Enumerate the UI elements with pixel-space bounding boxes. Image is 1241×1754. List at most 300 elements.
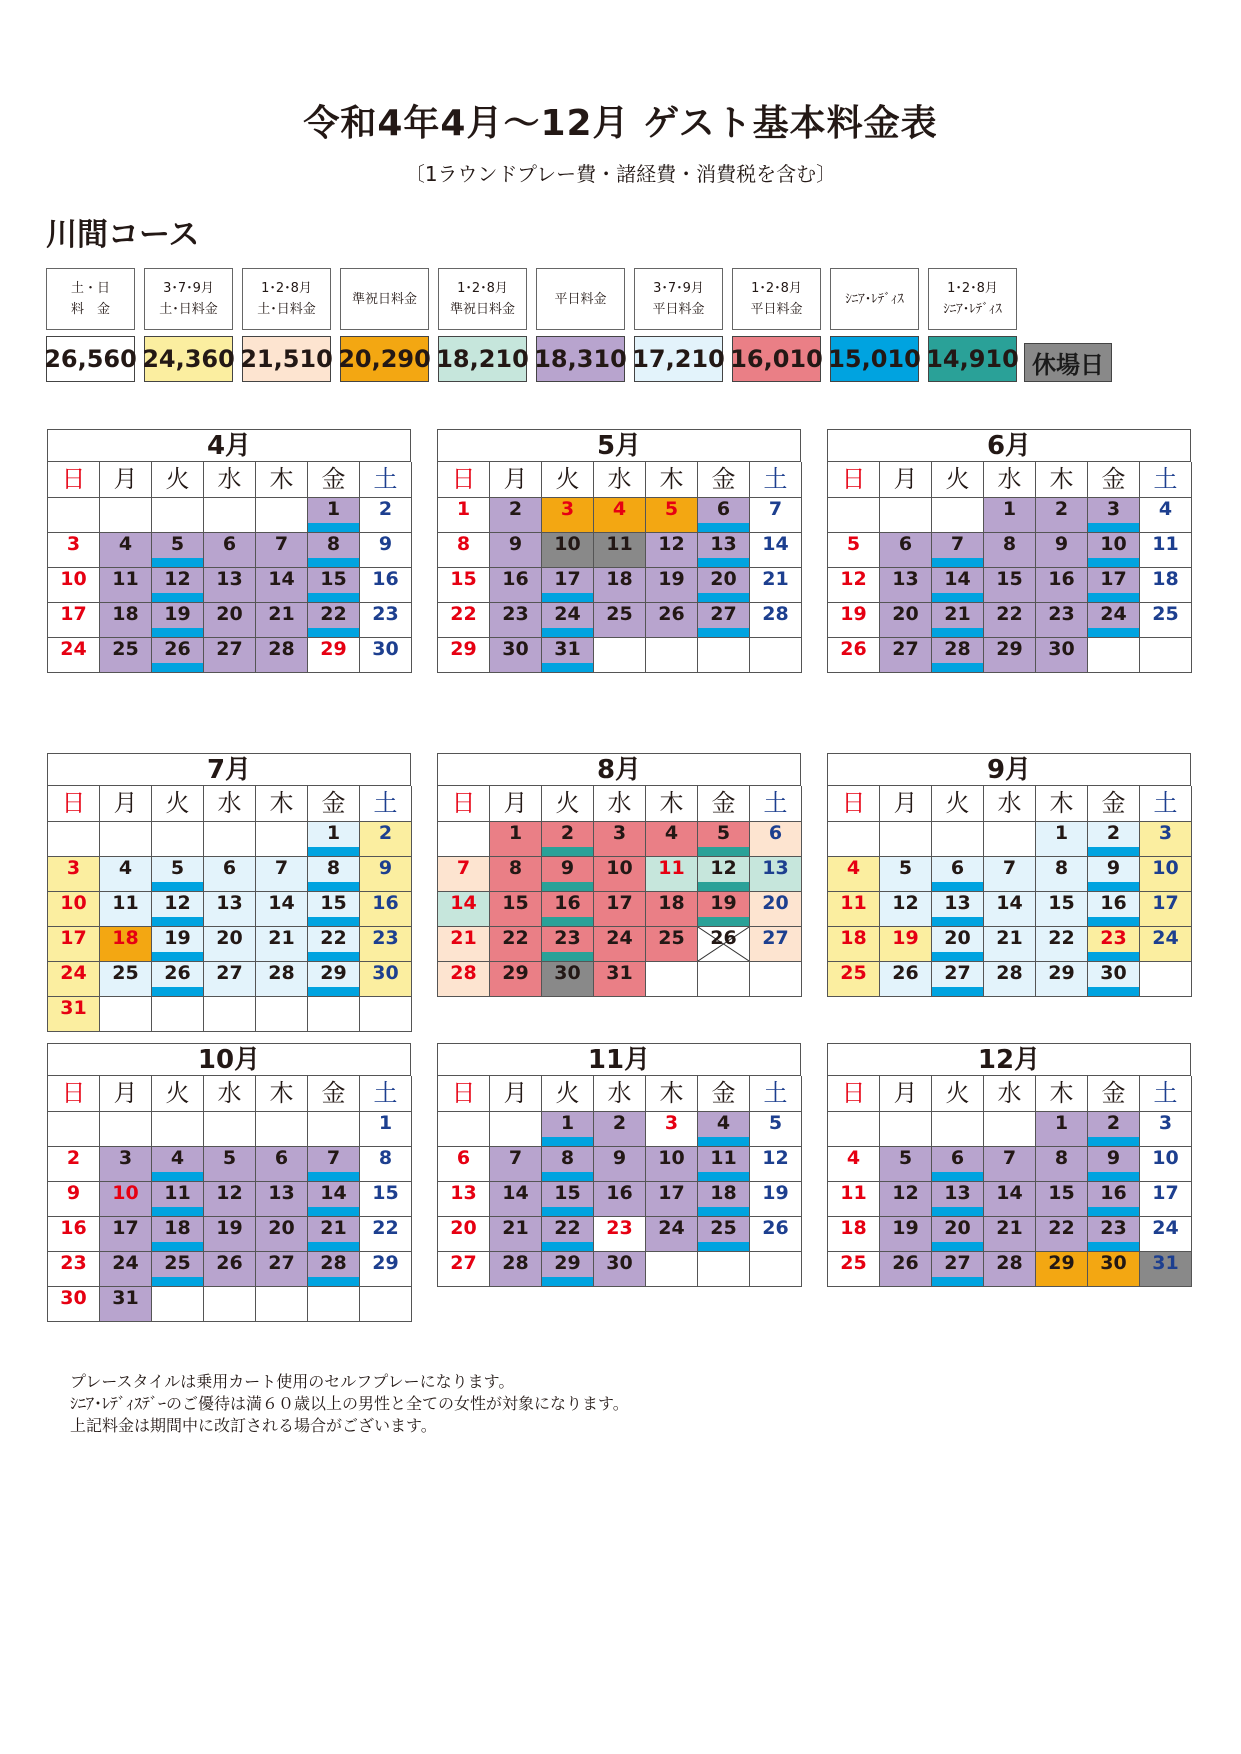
day-cell [698, 568, 750, 603]
day-cell [594, 1147, 646, 1182]
day-number: 6 [222, 533, 237, 555]
empty-cell [256, 822, 308, 857]
weekday-header: 水 [984, 1076, 1036, 1112]
legend-price: 17,210 [634, 336, 723, 382]
month-grid [437, 785, 801, 997]
day-number: 28 [944, 638, 971, 660]
month-calendar [47, 1043, 411, 1322]
day-cell [204, 927, 256, 962]
weekday-header: 土 [1140, 786, 1192, 822]
weekday-header: 金 [1088, 1076, 1140, 1112]
day-cell [932, 1217, 984, 1252]
day-cell [880, 962, 932, 997]
day-cell [828, 892, 880, 927]
day-cell [932, 1252, 984, 1287]
day-cell [880, 1252, 932, 1287]
day-cell [828, 533, 880, 568]
day-number: 16 [1100, 892, 1127, 914]
day-cell [490, 1217, 542, 1252]
day-cell [932, 962, 984, 997]
day-number: 2 [1054, 498, 1069, 520]
day-number: 15 [320, 568, 347, 590]
day-number: 10 [1100, 533, 1127, 555]
day-cell [308, 498, 360, 533]
day-number: 14 [502, 1182, 529, 1204]
senior-ladies-day-bar [542, 1242, 593, 1251]
empty-cell [308, 1287, 360, 1322]
day-number: 14 [268, 892, 295, 914]
day-number: 6 [950, 857, 965, 879]
day-cell [542, 638, 594, 673]
senior-ladies-day-bar [698, 1172, 749, 1181]
day-number: 17 [1152, 1182, 1179, 1204]
day-number: 21 [502, 1217, 529, 1239]
weekday-header: 木 [646, 462, 698, 498]
day-cell [542, 1252, 594, 1287]
day-number: 16 [60, 1217, 87, 1239]
day-cell [984, 1182, 1036, 1217]
empty-cell [646, 638, 698, 673]
day-cell [308, 857, 360, 892]
day-cell [490, 1147, 542, 1182]
day-number: 17 [606, 892, 633, 914]
empty-cell [256, 1112, 308, 1147]
weekday-header: 日 [828, 462, 880, 498]
day-number: 31 [554, 638, 581, 660]
day-number: 25 [658, 927, 685, 949]
senior-ladies-day-bar [152, 917, 203, 926]
day-cell [594, 822, 646, 857]
day-cell [1140, 892, 1192, 927]
day-number: 27 [268, 1252, 295, 1274]
day-number: 16 [606, 1182, 633, 1204]
day-number: 1 [508, 822, 523, 844]
day-number: 4 [664, 822, 679, 844]
day-cell [1088, 533, 1140, 568]
day-number: 22 [320, 927, 347, 949]
day-number: 3 [1106, 498, 1121, 520]
month-grid [47, 785, 411, 1032]
day-cell [152, 1217, 204, 1252]
day-cell [256, 857, 308, 892]
empty-cell [828, 498, 880, 533]
day-cell [1088, 1252, 1140, 1287]
empty-cell [1140, 962, 1192, 997]
empty-cell [932, 822, 984, 857]
weekday-header: 日 [438, 1076, 490, 1112]
day-cell [1036, 962, 1088, 997]
day-cell [1036, 568, 1088, 603]
day-cell [698, 533, 750, 568]
day-number: 4 [846, 857, 861, 879]
senior-ladies-day-bar [308, 882, 359, 891]
day-cell [828, 568, 880, 603]
day-number: 11 [710, 1147, 737, 1169]
weekday-header: 土 [360, 462, 412, 498]
day-number: 23 [554, 927, 581, 949]
weekday-header: 木 [256, 786, 308, 822]
day-number: 25 [840, 962, 867, 984]
day-number: 9 [560, 857, 575, 879]
day-number: 14 [944, 568, 971, 590]
weekday-header: 金 [308, 462, 360, 498]
day-cell [542, 498, 594, 533]
day-cell [542, 1147, 594, 1182]
day-number: 30 [606, 1252, 633, 1274]
senior-ladies-day-bar [542, 1137, 593, 1146]
empty-cell [204, 1112, 256, 1147]
day-cell [1088, 568, 1140, 603]
day-cell [152, 857, 204, 892]
day-cell [1088, 498, 1140, 533]
empty-cell [438, 1112, 490, 1147]
day-number: 5 [222, 1147, 237, 1169]
day-number: 11 [1152, 533, 1179, 555]
day-cell [828, 927, 880, 962]
empty-cell [646, 1252, 698, 1287]
day-number: 26 [164, 638, 191, 660]
day-number: 26 [840, 638, 867, 660]
day-cell [152, 1252, 204, 1287]
day-cell [984, 857, 1036, 892]
senior-ladies-day-bar [308, 558, 359, 567]
senior-ladies-day-bar [1088, 558, 1139, 567]
day-number: 8 [456, 533, 471, 555]
senior-ladies-day-bar [1088, 952, 1139, 961]
day-number: 15 [1048, 1182, 1075, 1204]
senior-ladies-day-bar [698, 593, 749, 602]
empty-cell [880, 822, 932, 857]
senior-ladies-day-bar [152, 987, 203, 996]
day-cell [360, 927, 412, 962]
empty-cell [100, 498, 152, 533]
empty-cell [152, 1287, 204, 1322]
month-grid [437, 1075, 801, 1287]
day-number: 14 [762, 533, 789, 555]
day-number: 3 [66, 533, 81, 555]
empty-cell [880, 1112, 932, 1147]
day-number: 21 [268, 927, 295, 949]
price-legend [46, 268, 1126, 383]
day-number: 18 [1152, 568, 1179, 590]
day-cell [750, 568, 802, 603]
senior-ladies-day-bar [932, 1242, 983, 1251]
day-cell [750, 927, 802, 962]
legend-price: 14,910 [928, 336, 1017, 382]
day-number: 29 [1048, 962, 1075, 984]
day-number: 13 [216, 568, 243, 590]
senior-ladies-day-bar [152, 593, 203, 602]
day-number: 30 [554, 962, 581, 984]
day-number: 27 [892, 638, 919, 660]
day-cell [1140, 568, 1192, 603]
day-number: 25 [840, 1252, 867, 1274]
day-cell [490, 857, 542, 892]
day-cell [152, 927, 204, 962]
day-number: 19 [892, 927, 919, 949]
day-number: 7 [950, 533, 965, 555]
day-number: 23 [502, 603, 529, 625]
day-number: 18 [164, 1217, 191, 1239]
day-cell [100, 1182, 152, 1217]
empty-cell [490, 1112, 542, 1147]
day-cell [646, 1112, 698, 1147]
day-cell [308, 603, 360, 638]
day-number: 7 [768, 498, 783, 520]
senior-ladies-day-bar [1088, 987, 1139, 996]
day-cell [256, 603, 308, 638]
day-cell [100, 962, 152, 997]
weekday-header: 木 [256, 1076, 308, 1112]
day-number: 26 [762, 1217, 789, 1239]
month-calendar [827, 429, 1191, 673]
day-number: 24 [60, 638, 87, 660]
day-number: 27 [710, 603, 737, 625]
weekday-header: 水 [984, 462, 1036, 498]
day-cell [880, 533, 932, 568]
day-number: 3 [664, 1112, 679, 1134]
day-number: 18 [710, 1182, 737, 1204]
legend-label: 1･2･8月 土･日料金 [242, 268, 331, 330]
day-number: 24 [554, 603, 581, 625]
day-cell [880, 1147, 932, 1182]
day-number: 25 [710, 1217, 737, 1239]
course-name: 川間コース [46, 217, 200, 253]
weekday-header: 日 [828, 1076, 880, 1112]
empty-cell [932, 498, 984, 533]
day-number: 4 [716, 1112, 731, 1134]
day-number: 9 [1054, 533, 1069, 555]
day-cell [438, 1147, 490, 1182]
day-cell [360, 892, 412, 927]
legend-label: 1･2･8月 準祝日料金 [438, 268, 527, 330]
day-number: 13 [762, 857, 789, 879]
day-cell [490, 822, 542, 857]
day-number: 12 [892, 892, 919, 914]
day-cell [1140, 533, 1192, 568]
day-number: 28 [268, 962, 295, 984]
day-number: 23 [1048, 603, 1075, 625]
legend-item [242, 268, 331, 382]
weekday-header: 火 [932, 786, 984, 822]
day-cell [360, 962, 412, 997]
senior-ladies-day-bar [1088, 523, 1139, 532]
senior-ladies-day-bar [542, 952, 593, 961]
day-number: 2 [66, 1147, 81, 1169]
day-number: 26 [710, 927, 737, 949]
senior-ladies-day-bar [698, 847, 749, 856]
day-cell [100, 1252, 152, 1287]
weekday-header: 金 [308, 786, 360, 822]
weekday-header: 土 [750, 462, 802, 498]
day-cell [880, 603, 932, 638]
day-number: 8 [326, 533, 341, 555]
empty-cell [308, 1112, 360, 1147]
day-cell [438, 927, 490, 962]
day-number: 3 [118, 1147, 133, 1169]
empty-cell [698, 638, 750, 673]
legend-label: 1･2･8月 ｼﾆｱ･ﾚﾃﾞｨｽ [928, 268, 1017, 330]
weekday-header: 金 [698, 786, 750, 822]
day-cell [490, 568, 542, 603]
day-number: 20 [762, 892, 789, 914]
day-number: 16 [502, 568, 529, 590]
month-grid [827, 785, 1191, 997]
day-number: 12 [840, 568, 867, 590]
day-number: 11 [606, 533, 633, 555]
day-cell [48, 927, 100, 962]
day-cell [542, 822, 594, 857]
empty-cell [152, 997, 204, 1032]
weekday-header: 金 [698, 1076, 750, 1112]
month-title: 7月 [47, 753, 411, 785]
day-number: 22 [1048, 927, 1075, 949]
weekday-header: 火 [542, 462, 594, 498]
day-cell [984, 638, 1036, 673]
day-number: 14 [320, 1182, 347, 1204]
senior-ladies-day-bar [932, 1172, 983, 1181]
day-cell [490, 603, 542, 638]
day-cell [152, 533, 204, 568]
day-number: 7 [1002, 857, 1017, 879]
day-cell [828, 638, 880, 673]
senior-ladies-day-bar [698, 1242, 749, 1251]
empty-cell [932, 1112, 984, 1147]
day-number: 30 [1100, 962, 1127, 984]
day-cell [204, 857, 256, 892]
day-cell [1036, 892, 1088, 927]
day-number: 18 [112, 927, 139, 949]
day-number: 16 [372, 892, 399, 914]
day-cell [1140, 1147, 1192, 1182]
day-cell [1140, 927, 1192, 962]
month-grid [827, 1075, 1191, 1287]
day-number: 25 [112, 638, 139, 660]
day-number: 11 [840, 892, 867, 914]
day-number: 11 [658, 857, 685, 879]
day-cell [542, 1112, 594, 1147]
day-cell [984, 603, 1036, 638]
day-cell [646, 568, 698, 603]
day-number: 20 [268, 1217, 295, 1239]
senior-ladies-day-bar [698, 1207, 749, 1216]
month-title: 9月 [827, 753, 1191, 785]
day-cell [152, 1147, 204, 1182]
day-number: 25 [1152, 603, 1179, 625]
empty-cell [100, 1112, 152, 1147]
day-number: 3 [1158, 822, 1173, 844]
senior-ladies-day-bar [698, 523, 749, 532]
day-cell [542, 892, 594, 927]
day-cell [880, 1182, 932, 1217]
legend-price: 21,510 [242, 336, 331, 382]
senior-ladies-day-bar [308, 1207, 359, 1216]
day-number: 19 [710, 892, 737, 914]
day-number: 20 [944, 1217, 971, 1239]
day-number: 30 [60, 1287, 87, 1309]
day-cell [308, 822, 360, 857]
day-cell [1036, 822, 1088, 857]
day-number: 15 [320, 892, 347, 914]
day-number: 13 [450, 1182, 477, 1204]
empty-cell [204, 498, 256, 533]
day-cell [1036, 927, 1088, 962]
day-cell [984, 1252, 1036, 1287]
day-number: 14 [996, 892, 1023, 914]
day-number: 26 [892, 962, 919, 984]
day-cell [984, 498, 1036, 533]
month-calendar [437, 753, 801, 997]
senior-ladies-day-bar [1088, 1242, 1139, 1251]
day-number: 11 [112, 892, 139, 914]
empty-cell [1140, 638, 1192, 673]
month-title: 5月 [437, 429, 801, 461]
weekday-header: 水 [204, 462, 256, 498]
senior-ladies-day-bar [152, 1172, 203, 1181]
day-number: 4 [118, 857, 133, 879]
day-number: 24 [606, 927, 633, 949]
day-number: 23 [606, 1217, 633, 1239]
empty-cell [438, 822, 490, 857]
day-cell [828, 1147, 880, 1182]
day-number: 9 [1106, 1147, 1121, 1169]
note-line: ｼﾆｱ･ﾚﾃﾞｨｽﾃﾞｰのご優待は満６０歳以上の男性と全ての女性が対象になります。 [70, 1394, 629, 1413]
day-cell [750, 1217, 802, 1252]
day-number: 28 [450, 962, 477, 984]
weekday-header: 土 [1140, 462, 1192, 498]
senior-ladies-day-bar [932, 882, 983, 891]
day-cell [100, 533, 152, 568]
empty-cell [984, 822, 1036, 857]
day-cell [984, 533, 1036, 568]
senior-ladies-day-bar [152, 1277, 203, 1286]
day-number: 2 [508, 498, 523, 520]
day-cell [594, 603, 646, 638]
legend-label: 3･7･9月 平日料金 [634, 268, 723, 330]
weekday-header: 金 [1088, 462, 1140, 498]
day-number: 8 [1054, 1147, 1069, 1169]
weekday-header: 火 [152, 786, 204, 822]
day-cell [646, 603, 698, 638]
day-number: 22 [450, 603, 477, 625]
day-number: 10 [554, 533, 581, 555]
weekday-header: 月 [100, 786, 152, 822]
day-number: 19 [164, 927, 191, 949]
day-number: 4 [846, 1147, 861, 1169]
day-number: 21 [996, 927, 1023, 949]
day-cell [360, 1147, 412, 1182]
legend-label: 1･2･8月 平日料金 [732, 268, 821, 330]
weekday-header: 金 [308, 1076, 360, 1112]
day-number: 6 [950, 1147, 965, 1169]
day-number: 31 [112, 1287, 139, 1309]
day-cell [1140, 603, 1192, 638]
empty-cell [256, 498, 308, 533]
day-cell [984, 927, 1036, 962]
day-number: 8 [326, 857, 341, 879]
day-cell [646, 1217, 698, 1252]
day-number: 7 [274, 857, 289, 879]
day-number: 18 [840, 1217, 867, 1239]
day-number: 6 [456, 1147, 471, 1169]
day-cell [646, 927, 698, 962]
day-number: 10 [606, 857, 633, 879]
day-cell [984, 962, 1036, 997]
day-cell [984, 892, 1036, 927]
note-line: プレースタイルは乗用カート使用のセルフプレーになります。 [70, 1372, 515, 1391]
day-cell [880, 638, 932, 673]
empty-cell [698, 962, 750, 997]
